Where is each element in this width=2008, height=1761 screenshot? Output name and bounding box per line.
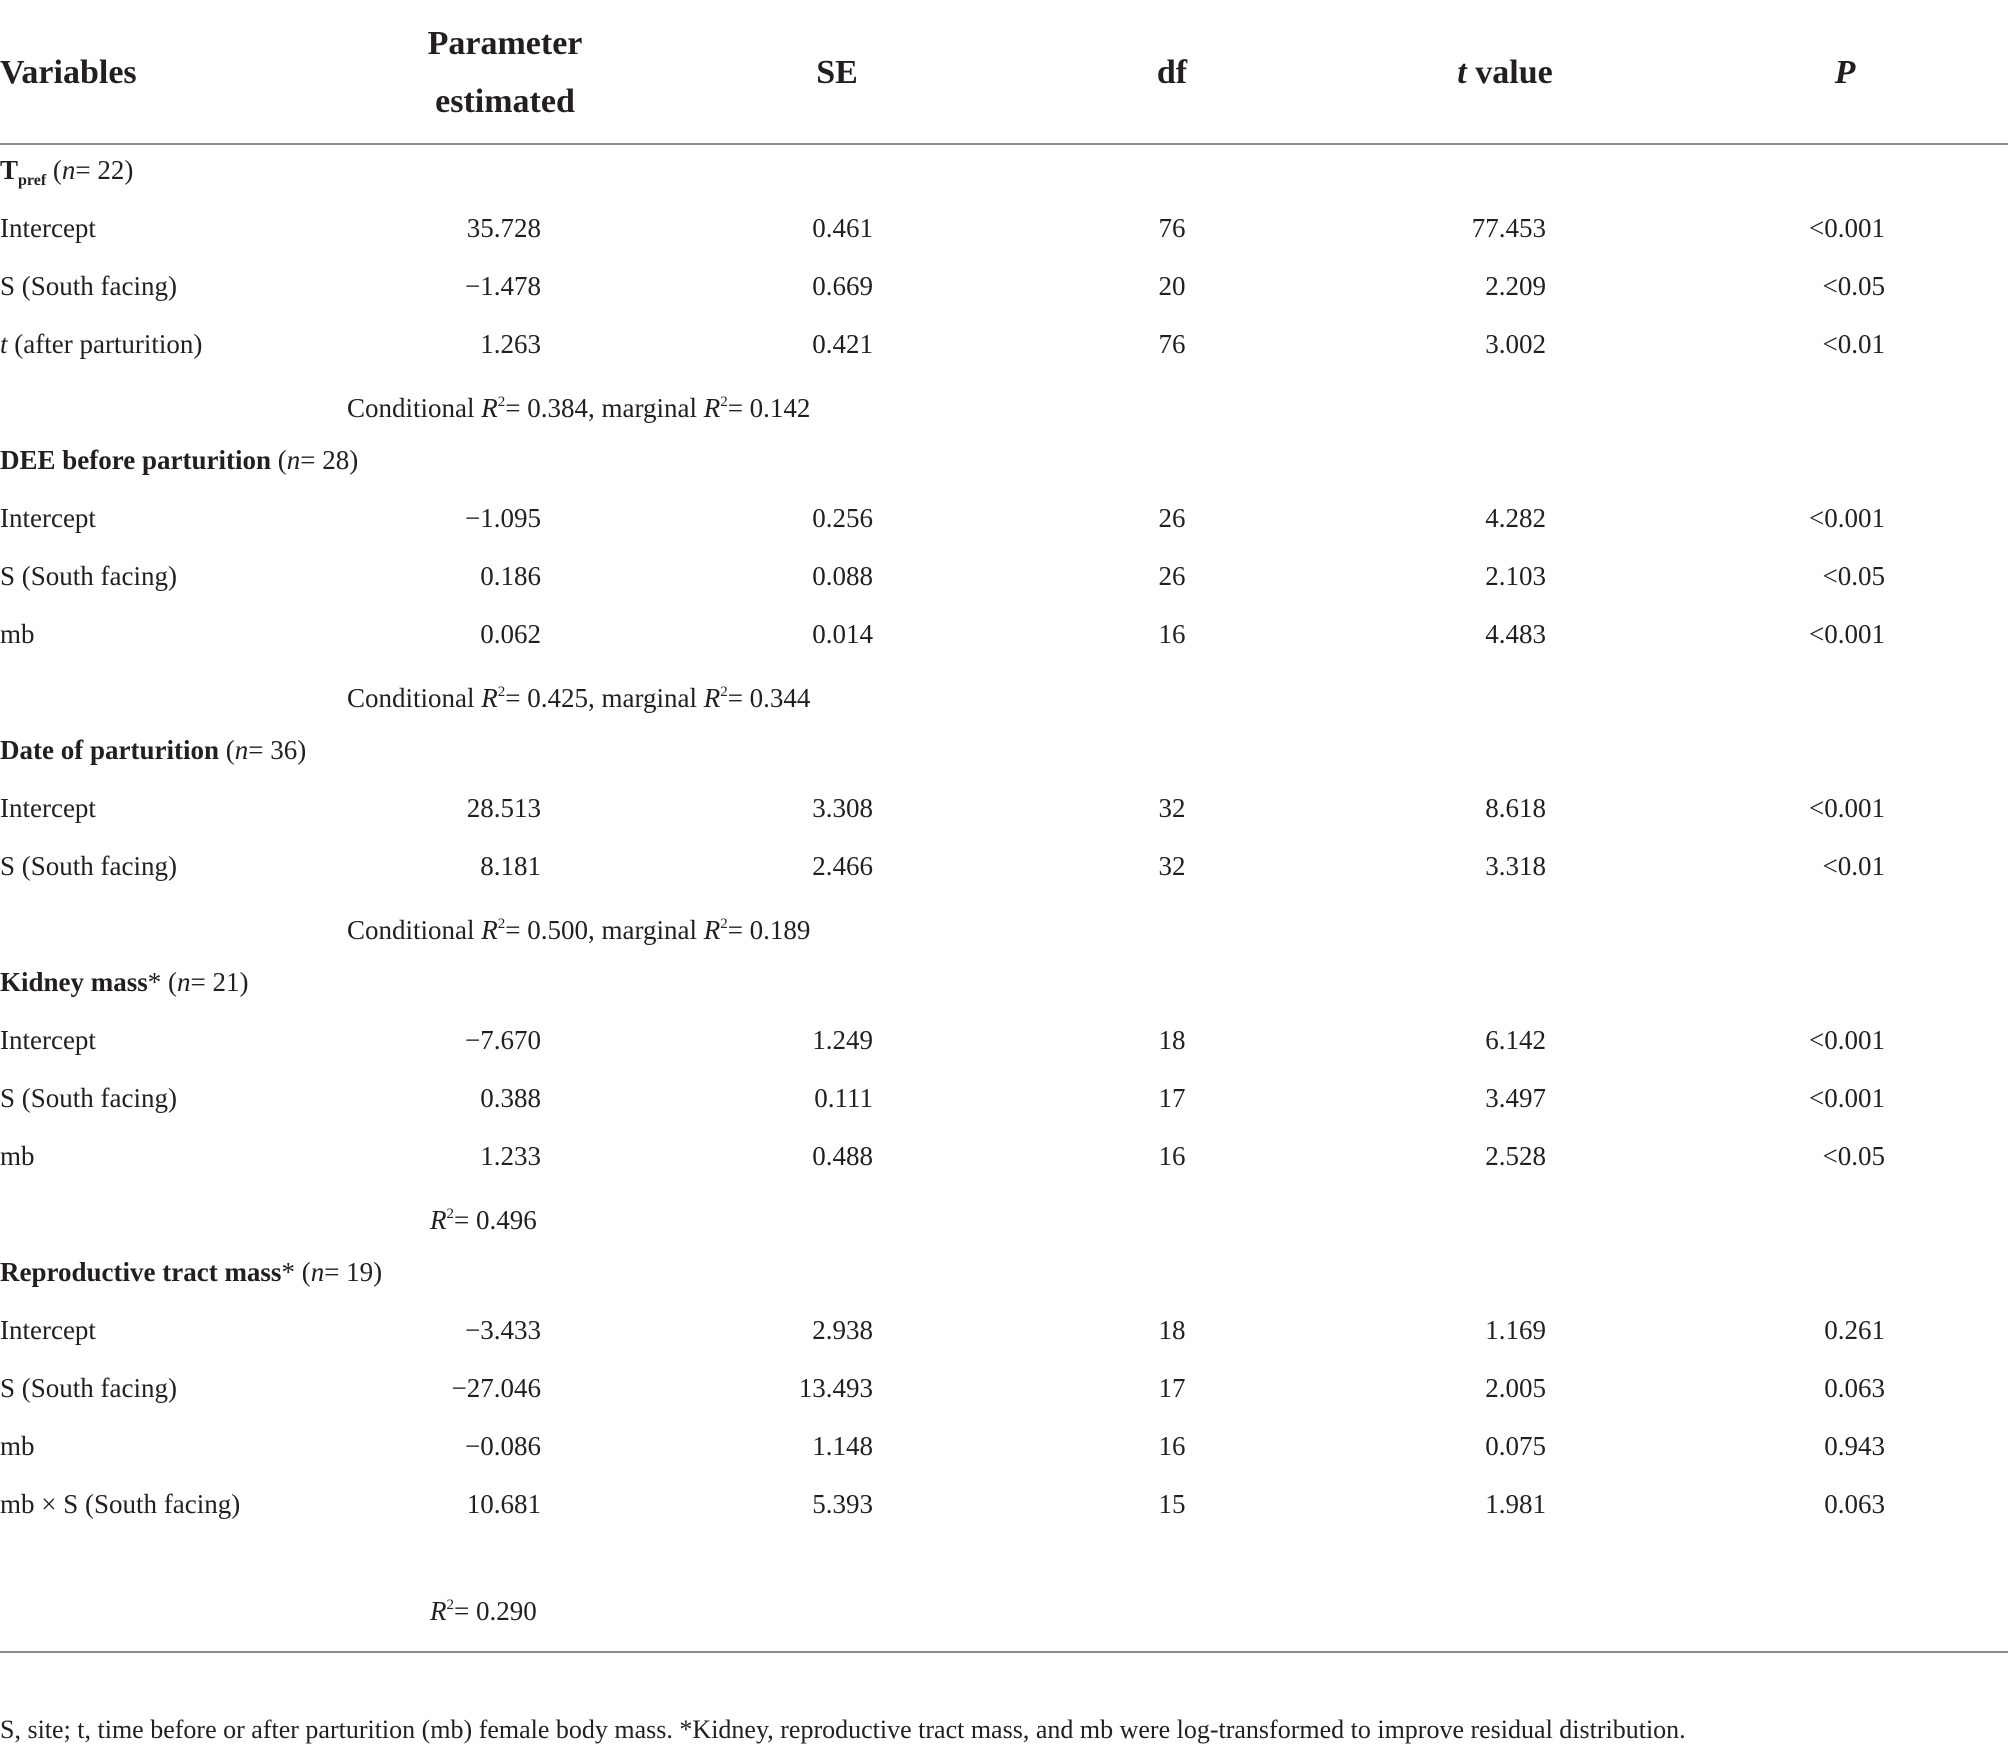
table-row: Intercept 35.728 0.461 76 77.453 <0.001 [0, 213, 1885, 243]
table-footnote: S, site; t, time before or after parturition (mb) female body mass. *Kidney, reproductive tract mass, and mb were log-transformed to improve residual distribution. [0, 1715, 1686, 1744]
header-t-value: t value [1457, 54, 1553, 91]
section-heading-reproductive-tract-mass: Reproductive tract mass* (n= 19) [0, 1257, 383, 1287]
section-heading-dee: DEE before parturition (n= 28) [0, 445, 359, 475]
table-row: Intercept 28.513 3.308 32 8.618 <0.001 [0, 793, 1885, 823]
model-fit-row: $R^2= 0.290$ [430, 1596, 537, 1626]
header-df: df [1156, 54, 1188, 91]
table-row: Intercept −1.095 0.256 26 4.282 <0.001 [0, 503, 1885, 533]
header-se: SE [816, 54, 858, 91]
table-row: mb × S (South facing) 10.681 5.393 15 1.981 0.063 [0, 1489, 1885, 1519]
model-fit-row: Conditional $R^2= 0.384$, marginal $R^2= 0.142$ [347, 393, 811, 423]
table-row: Intercept −3.433 2.938 18 1.169 0.261 [0, 1315, 1885, 1345]
section-heading-date-of-parturition: Date of parturition (n= 36) [0, 735, 307, 765]
header-p: P [1834, 54, 1856, 91]
model-fit-row: $R^2= 0.496$ [430, 1205, 537, 1235]
table-row: Intercept −7.670 1.249 18 6.142 <0.001 [0, 1025, 1885, 1055]
table-row: S (South facing) 0.186 0.088 26 2.103 <0.05 [0, 561, 1885, 591]
table-row: mb −0.086 1.148 16 0.075 0.943 [0, 1431, 1885, 1461]
header-parameter-estimated: Parameter estimated [427, 25, 583, 120]
bottom-rule [0, 1651, 2008, 1653]
table-row: mb 0.062 0.014 16 4.483 <0.001 [0, 619, 1885, 649]
table-row: S (South facing) 8.181 2.466 32 3.318 <0.01 [0, 851, 1885, 881]
table-row: S (South facing) −27.046 13.493 17 2.005 0.063 [0, 1373, 1885, 1403]
table-row: t (after parturition) 1.263 0.421 76 3.002 <0.01 [0, 329, 1885, 359]
header-variables: Variables [0, 54, 137, 91]
model-fit-row: Conditional $R^2= 0.425$, marginal $R^2= 0.344$ [347, 683, 811, 713]
table-row: mb 1.233 0.488 16 2.528 <0.05 [0, 1141, 1885, 1171]
table-row: S (South facing) 0.388 0.111 17 3.497 <0.001 [0, 1083, 1885, 1113]
section-heading-tpref: $T_{pref}$ (n= 22) [0, 155, 134, 189]
model-fit-row: Conditional $R^2= 0.500$, marginal $R^2= 0.189$ [347, 915, 811, 945]
section-heading-kidney-mass: Kidney mass* (n= 21) [0, 967, 249, 997]
table-row: S (South facing) −1.478 0.669 20 2.209 <0.05 [0, 271, 1885, 301]
